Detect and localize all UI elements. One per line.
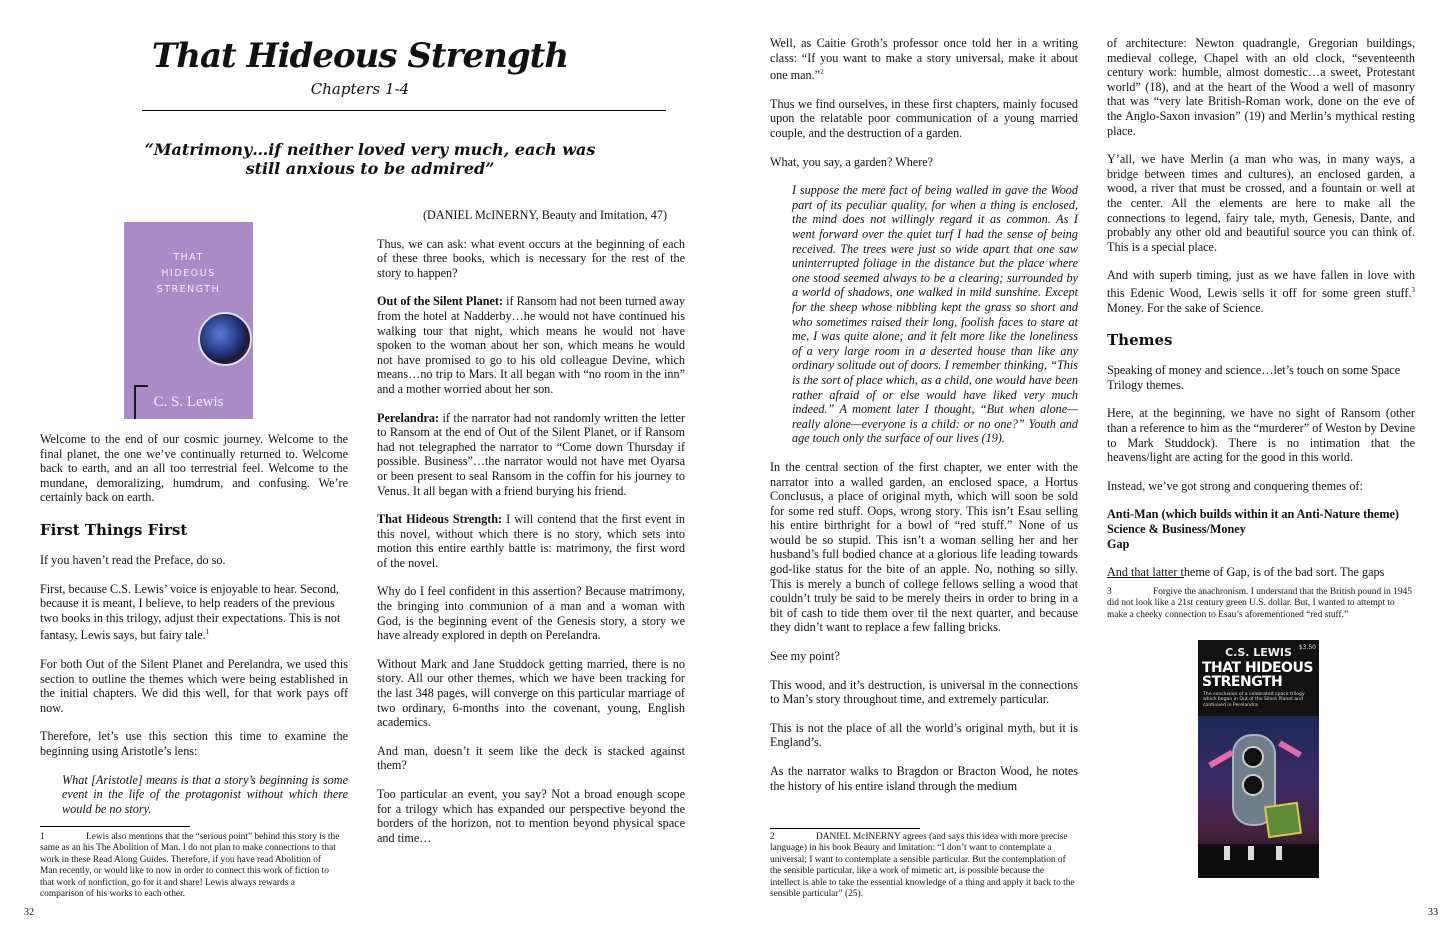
paragraph: In the central section of the first chapter, we enter with the narrator into a walled garden, an enclosed space, a Hortus Conclusus, a place of original myth, which will soon be sold for some red stuff. Oops, wrong story. This isn’t Esau selling his entire birthright for a bowl of “red stuff.” None of us would be so stupid. This isn’t a woman selling her and her husband’s full bodied chance at a glorious life leading towards god-like status for the bite of an apple. No, nothing so silly. This is merely a bunch of college fellows selling a wood that couldn’t truly be said to be merely theirs in order to bring in a bit of cash to tide them over til the next quarter, and because they didn’t want to replace a few falling bricks. bbox=[770, 459, 1078, 635]
title-rule bbox=[142, 110, 666, 111]
cover2-tagline: The conclusion of a celebrated space trilogy which began in Out of the Silent Planet and continued in Perelandra bbox=[1203, 692, 1305, 708]
footnote-rule bbox=[40, 826, 190, 827]
page-number-right: 33 bbox=[1428, 907, 1438, 918]
paragraph: of architecture: Newton quadrangle, Gregorian buildings, medieval college, Chapel with an old clock, “seventeenth century work: humble, almost domestic…a sweet, Protestant world” (18), and at the heart of the Wood a well of masonry that was “very late British-Roman work, done on the eve of the Anglo-Saxon invasion” (19) and Merlin’s mythical resting place. bbox=[1107, 36, 1415, 138]
theme-item: Anti-Man (which builds within it an Anti-Nature theme) bbox=[1107, 507, 1399, 522]
themes-list bbox=[1107, 507, 1415, 551]
cover2-artwork bbox=[1198, 716, 1319, 878]
section-heading-themes: Themes bbox=[1107, 331, 1173, 350]
block-quote: I suppose the mere fact of being walled in gave the Wood part of its peculiar quality, for when a thing is enclosed, the mind does not willingly regard it as common. As I went forward over the quiet turf I had the sense of being received. The trees were just so wide apart that one saw uninterrupted foliage in the distance but the place where one stood seemed always to be a clearing; surrounded by a world of shadows, one walked in mild sunshine. Except for the sheep whose nibbling kept the grass so short and who sometimes raised their long, foolish faces to stare at me, I was quite alone; and it felt more like the loneliness of a very large room in a deserted house than like any ordinary solitude out of doors. I remember thinking, “This is the sort of place which, as a child, one would have been rather afraid of or else would have liked very much indeed.” A moment later I thought, “But when alone—really alone—everyone is a child: or no one?” Youth and age touch only the surface of our lives (19). bbox=[792, 183, 1078, 446]
paragraph: Here, at the beginning, we have no sight of Ransom (other than a reference to him as the “murderer” of Weston by Devine to Mark Studdock). There is no intimation that the heavens/light are acting for the good in this world. bbox=[1107, 406, 1415, 465]
book-cover-image bbox=[124, 222, 253, 419]
paragraph: As the narrator walks to Bragdon or Bracton Wood, he notes the history of his entire island through the medium bbox=[770, 764, 1078, 793]
footnote-rule bbox=[770, 828, 920, 829]
cover-author: C. S. Lewis bbox=[153, 394, 224, 410]
paragraph: Instead, we’ve got strong and conquering themes of: bbox=[1107, 478, 1363, 493]
page-number-left: 32 bbox=[24, 907, 34, 918]
footnote-ref[interactable]: 2 bbox=[820, 68, 824, 77]
page-subtitle: Chapters 1-4 bbox=[310, 80, 410, 98]
paragraph: What, you say, a garden? Where? bbox=[770, 154, 934, 169]
paragraph: Thus, we can ask: what event occurs at the beginning of each of these three books, which is necessary for the rest of the story to happen? bbox=[377, 236, 685, 280]
theme-item: Gap bbox=[1107, 536, 1130, 551]
paragraph: Welcome to the end of our cosmic journey. Welcome to the final planet, the one we’ve continually returned to. Welcome back to earth, and an all too terrestrial feel. Welcome to the mundane, demoralizing, humdrum, and confusing. We’re certainly back on earth. bbox=[40, 432, 348, 505]
column-3 bbox=[770, 36, 1078, 793]
cover-planet-icon bbox=[198, 312, 252, 366]
cover2-price: $3.50 bbox=[1298, 644, 1316, 651]
paragraph: Too particular an event, you say? Not a broad enough scope for a trilogy which has expanded our perspective beyond the borders of the horizon, not to mention beyond physical space and time… bbox=[377, 787, 685, 845]
paragraph: Out of the Silent Planet: if Ransom had not been turned away from the hotel at Nadderby…he would not have continued his walking tour that night, which means he would not have spoken to the woman about her son, which means he would not have promised to go to his old colleague Devine, which means…no trip to Mars. It all began with “no room in the inn” and a mother worried about her son. bbox=[377, 294, 685, 396]
epigraph-source: (DANIEL McINERNY, Beauty and Imitation, 47) bbox=[422, 208, 668, 222]
footnote-2: 2 DANIEL McINERNY agrees (and says this idea with more precise language) in his book Beauty and Imitation: “I don’t want to contemplate a universal; I want to contemplate a sensible particular. But the contemplation of the sensible particular, like a work of mimetic art, is possible because the intellect is able to take the essential knowledge of a thing and apply it back to the sensible particular” (25). bbox=[770, 832, 1075, 900]
cover2-title-line: STRENGTH bbox=[1202, 674, 1283, 690]
paragraph: Speaking of money and science…let’s touch on some Space Trilogy themes. bbox=[1107, 363, 1401, 392]
paragraph: Well, as Caitie Groth’s professor once told her in a writing class: “If you want to make a story universal, make it about one man.”$^2$ bbox=[770, 36, 1078, 83]
footnote-1: 1 Lewis also mentions that the “serious point” behind this story is the same as an his The Abolition of Man. I do not plan to make connections to that work in these Read Along Guides. Therefore, if you have read Abolition of Man recently, or would like to now in order to connect this work of fiction to that work of nonfiction, go for it and share! Lewis always rewards a comparison of his works to each other. bbox=[40, 832, 340, 900]
paragraph: For both Out of the Silent Planet and Perelandra, we used this section to outline the themes which were being established in the initial chapters. We did this well, for that work pays off now. bbox=[40, 657, 348, 715]
paragraph: Without Mark and Jane Studdock getting married, there is no story. All our other themes, which we have been tracking for the last 348 pages, will converge on this particular marriage of two ordinary, 6-months into the covenant, young, English academics. bbox=[377, 656, 685, 730]
paragraph: That Hideous Strength: I will contend that the first event in this novel, without which there is no story, which sets into motion this entire earthly battle is: matrimony, the first word of the novel. bbox=[377, 512, 685, 570]
paragraph: This wood, and it’s destruction, is universal in the connections to Man’s story throughout time, and extremely particular. bbox=[770, 677, 1078, 707]
paragraph: If you haven’t read the Preface, do so. bbox=[40, 552, 226, 567]
theme-item: Science & Business/Money bbox=[1107, 521, 1246, 536]
column-2 bbox=[377, 208, 685, 845]
block-quote: What [Aristotle] means is that a story’s beginning is some event in the life of the protagonist without which there would be no story. bbox=[62, 772, 348, 816]
paragraph: Perelandra: if the narrator had not randomly written the letter to Ransom at the end of Out of the Silent Planet, or if Ransom had not telegraphed the narrator to “Come down Thursday if possible. Business”…the narrator would not have met Oyarsa or been present to seal Ransom in the coffin for his journey to Venus. It all began with a friend burying his friend. bbox=[377, 410, 685, 498]
epigraph: “Matrimony…if neither loved very much, each was still anxious to be admired” bbox=[144, 140, 596, 178]
cover-title-line: STRENGTH bbox=[156, 284, 221, 295]
section-heading-first-things-first: First Things First bbox=[40, 520, 188, 539]
paragraph: Y’all, we have Merlin (a man who was, in many ways, a bridge between times and cultures), an enclosed garden, a wood, a river that must be crossed, and a fountain or well at the center. All the elements are here to make all the connections to legend, fairy tale, myth, Genesis, Dante, and probably any other old and beautiful source you can think of. This is a special place. bbox=[1107, 152, 1415, 254]
paragraph: Therefore, let’s use this section this time to examine the beginning using Aristotle’s lens: bbox=[40, 729, 348, 758]
cover-title-line: THAT bbox=[173, 252, 204, 263]
paragraph: See my point? bbox=[770, 649, 840, 664]
paragraph: Thus we find ourselves, in these first chapters, mainly focused upon the relatable poor communication of a young married couple, and the destruction of a garden. bbox=[770, 96, 1078, 141]
page-title: That Hideous Strength bbox=[151, 36, 569, 76]
paragraph: And with superb timing, just as we have fallen in love with this Edenic Wood, Lewis sells it off for some green stuff.$^3$ Money. For the sake of Science. bbox=[1107, 268, 1415, 315]
cover-title-line: HIDEOUS bbox=[161, 268, 216, 279]
footnote-ref[interactable]: 3 bbox=[1411, 285, 1415, 294]
book-cover-image-2 bbox=[1198, 640, 1319, 878]
footnote-ref[interactable]: 1 bbox=[205, 628, 210, 637]
paragraph: First, because C.S. Lewis’ voice is enjoyable to hear. Second, because it is meant, I believe, to help readers of the previous two books in this trilogy, adjust their expectations. This is not fantasy, Lewis says, but fairy tale.$^1$ bbox=[40, 581, 341, 643]
cover2-title-line: THAT HIDEOUS bbox=[1202, 660, 1313, 676]
footnote-3: 3 Forgive the anachronism. I understand that the British pound in 1945 did not look like a 21st century green U.S. dollar. But, I wanted to attempt to make a cheeky connection to Esau’s aforementioned “red stuff.” bbox=[1107, 587, 1412, 620]
paragraph: Why do I feel confident in this assertion? Because matrimony, the bringing into communion of a man and a woman with God, is the beginning event of the Genesis story, a story we have already explored in depth on Perelandra. bbox=[377, 584, 685, 643]
paragraph: And man, doesn’t it seem like the deck is stacked against them? bbox=[377, 743, 685, 773]
cover2-author: C.S. LEWIS bbox=[1225, 646, 1292, 659]
paragraph: This is not the place of all the world’s original myth, but it is England’s. bbox=[770, 720, 1078, 750]
column-4 bbox=[1107, 36, 1415, 580]
column-1 bbox=[40, 432, 348, 816]
paragraph: And that latter theme of Gap, is of the bad sort. The gaps bbox=[1107, 565, 1385, 580]
